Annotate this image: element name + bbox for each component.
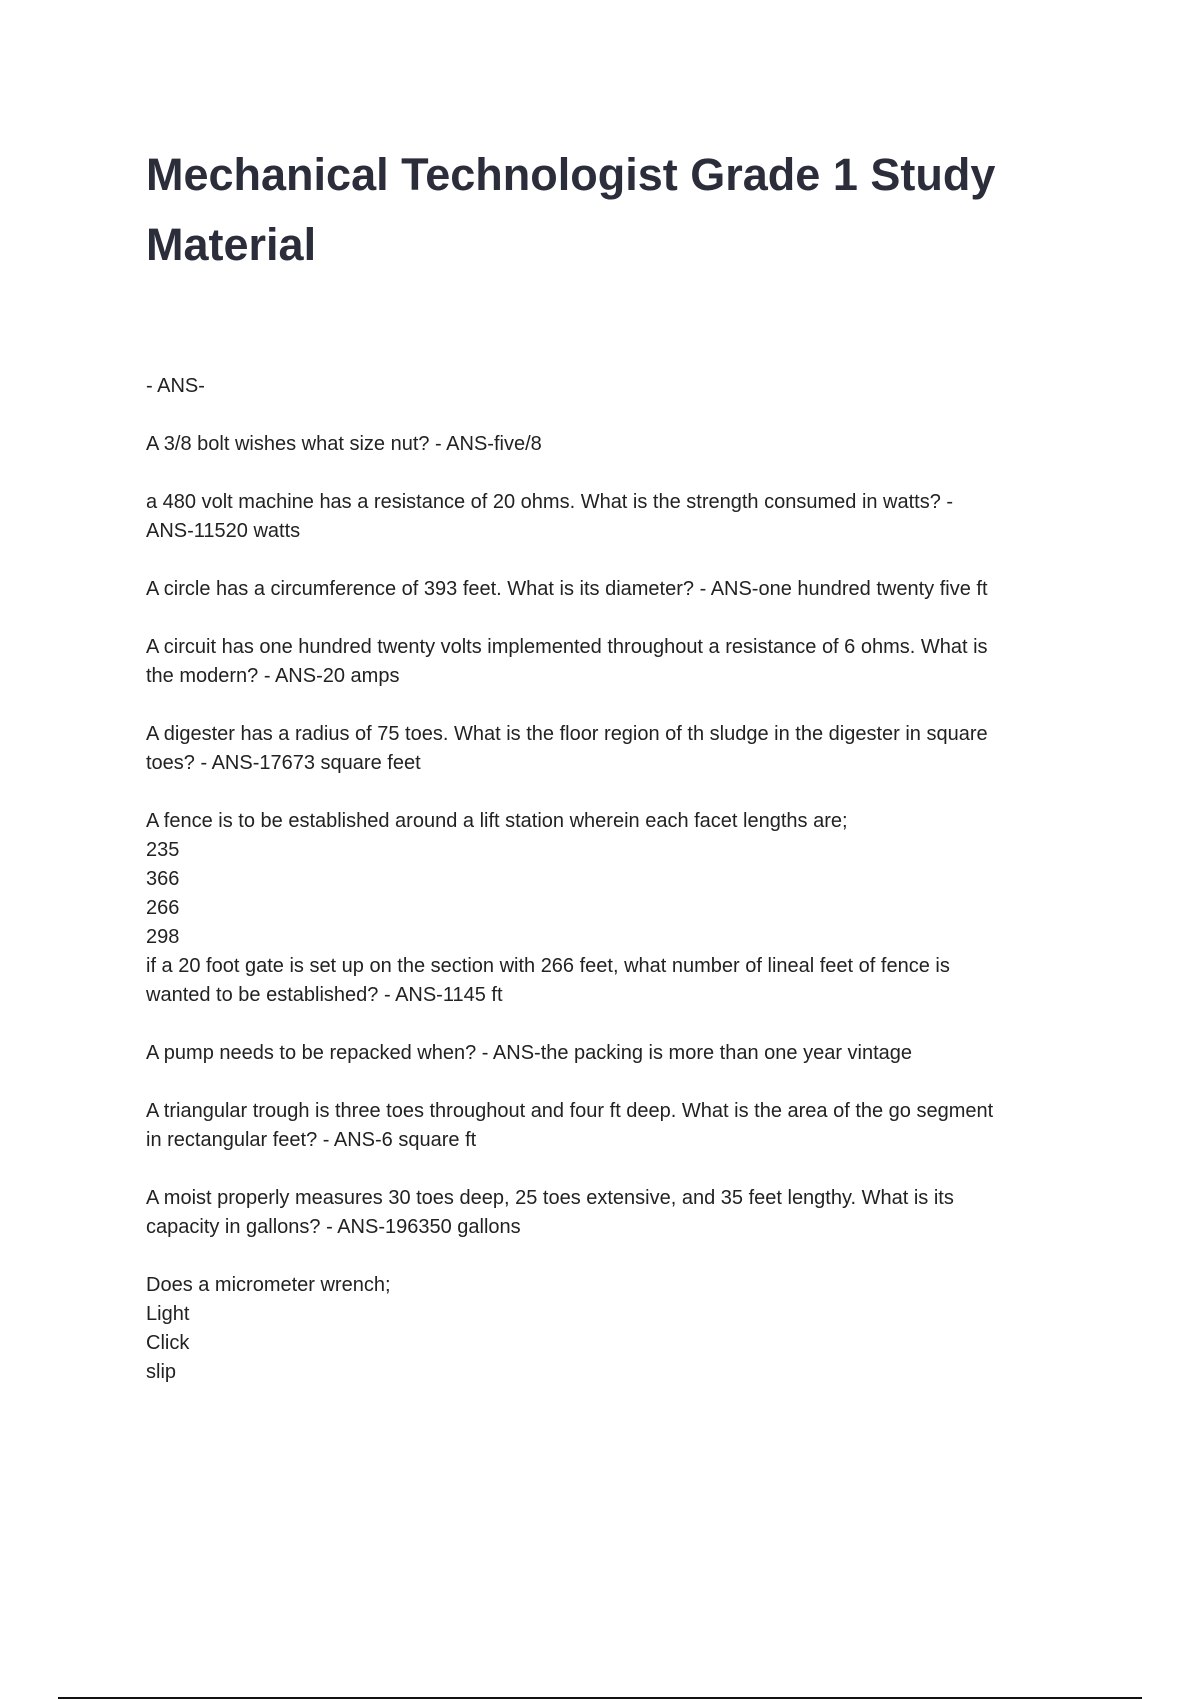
qa-entry-0 xyxy=(146,372,1091,401)
qa-line: slip xyxy=(146,1361,177,1383)
qa-line: toes? - ANS-17673 square feet xyxy=(146,752,421,774)
qa-line: wanted to be established? - ANS-1145 ft xyxy=(146,984,503,1006)
qa-entry-3 xyxy=(146,575,1091,604)
qa-line: Click xyxy=(146,1332,190,1354)
qa-line: A circuit has one hundred twenty volts implemented throughout a resistance of 6 ohms. What is xyxy=(146,636,988,658)
qa-entry-10 xyxy=(146,1271,1091,1387)
qa-line: 366 xyxy=(146,868,180,890)
qa-line: A moist properly measures 30 toes deep, 25 toes extensive, and 35 feet lengthy. What is its xyxy=(146,1187,954,1209)
qa-entry-1 xyxy=(146,430,1091,459)
qa-line: 266 xyxy=(146,897,180,919)
qa-entry-7 xyxy=(146,1039,1091,1068)
qa-line: Does a micrometer wrench; xyxy=(146,1274,391,1296)
qa-line: the modern? - ANS-20 amps xyxy=(146,665,400,687)
qa-list xyxy=(146,372,1091,1416)
qa-line: 235 xyxy=(146,839,180,861)
document-title: Mechanical Technologist Grade 1 Study Material xyxy=(146,149,996,270)
qa-entry-6 xyxy=(146,807,1091,1010)
qa-line: if a 20 foot gate is set up on the section with 266 feet, what number of lineal feet of fence is xyxy=(146,955,950,977)
qa-entry-8 xyxy=(146,1097,1091,1155)
qa-line: A pump needs to be repacked when? - ANS-the packing is more than one year vintage xyxy=(146,1042,913,1064)
qa-entry-2 xyxy=(146,488,1091,546)
qa-line: A circle has a circumference of 393 feet. What is its diameter? - ANS-one hundred twenty five ft xyxy=(146,578,988,600)
qa-line: 298 xyxy=(146,926,180,948)
qa-line: A 3/8 bolt wishes what size nut? - ANS-five/8 xyxy=(146,433,542,455)
qa-entry-5 xyxy=(146,720,1091,778)
qa-line: capacity in gallons? - ANS-196350 gallons xyxy=(146,1216,521,1238)
qa-entry-9 xyxy=(146,1184,1091,1242)
footer-divider xyxy=(58,1697,1142,1699)
qa-line: ANS-11520 watts xyxy=(146,520,301,542)
qa-line: A triangular trough is three toes throughout and four ft deep. What is the area of the go segment xyxy=(146,1100,994,1122)
qa-line: A fence is to be established around a lift station wherein each facet lengths are; xyxy=(146,810,848,832)
qa-line: A digester has a radius of 75 toes. What is the floor region of th sludge in the digester in square xyxy=(146,723,988,745)
qa-line: in rectangular feet? - ANS-6 square ft xyxy=(146,1129,477,1151)
qa-line: a 480 volt machine has a resistance of 20 ohms. What is the strength consumed in watts? - xyxy=(146,491,954,513)
qa-entry-4 xyxy=(146,633,1091,691)
qa-line: - ANS- xyxy=(146,375,205,397)
qa-line: Light xyxy=(146,1303,190,1325)
